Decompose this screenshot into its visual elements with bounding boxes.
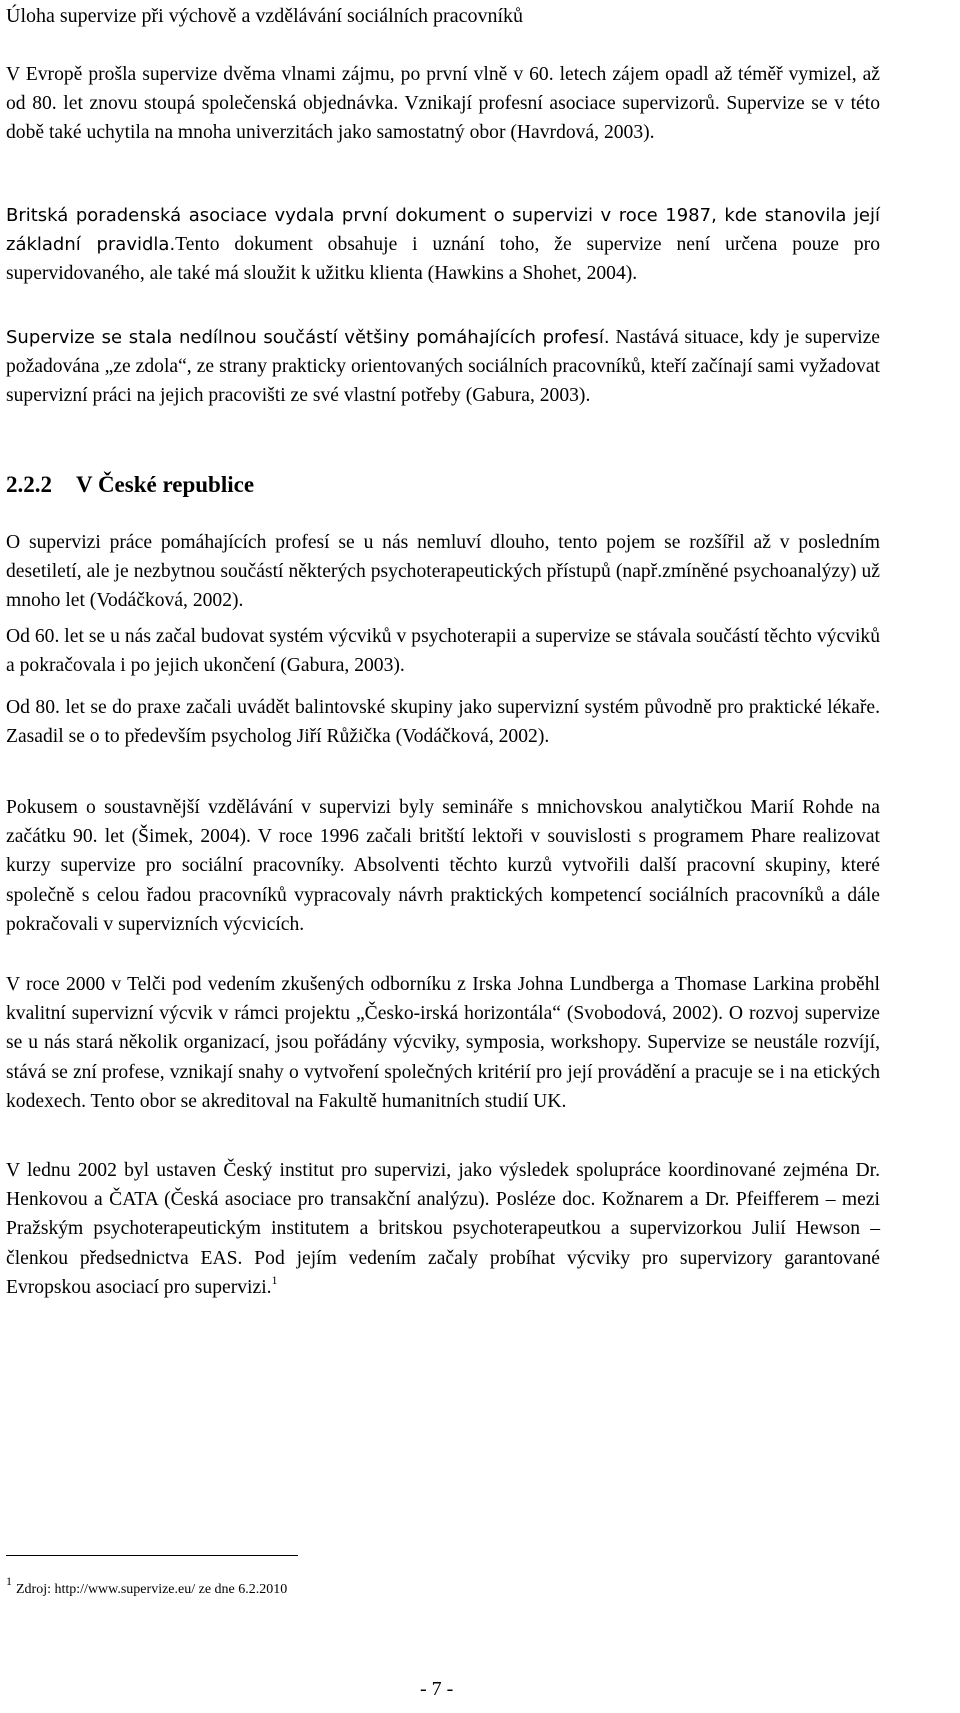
section-number: 2.2.2 (6, 472, 52, 497)
footnote-text: Zdroj: http://www.supervize.eu/ ze dne 6.2.2010 (16, 1582, 288, 1597)
paragraph-helping-professions (6, 323, 880, 411)
paragraph-british-association-part1: Britská poradenská asociace vydala první dokument o supervizi v roce 1987, kde stanovila její základní pravidla. (6, 205, 880, 256)
section-paragraph-2: Od 60. let se u nás začal budovat systém výcviků v psychoterapii a supervize se stávala součástí těchto výcviků a pokračovala i po jejich ukončení (Gabura, 2003). (6, 626, 880, 677)
section-paragraph-6-text: V lednu 2002 byl ustaven Český institut pro supervizi, jako výsledek spolupráce koordinované zejména Dr. Henkovou a ČATA (Česká asociace pro transakční analýzu). Posléze doc. Kožnarem a Dr. Pfeifferem – mezi Pražským psychoterapeutickým institutem a britskou psychoterapeutkou a supervizorkou Julií Hewson – členkou předsednictva EAS. Pod jejím vedením začaly probíhat výcviky pro supervizory garantované Evropskou asociací pro supervizi. (6, 1160, 880, 1298)
footnote (6, 1570, 287, 1601)
paragraph-british-association (6, 201, 880, 289)
paragraph-british-association-part2: Tento dokument obsahuje i uznání toho, že supervize není určena pouze pro supervidovaného, ale také má sloužit k užitku klienta (Hawkins a Shohet, 2004). (6, 234, 880, 285)
footnote-reference[interactable]: 1 (271, 1272, 278, 1287)
paragraph-helping-professions-part2: Nastává situace, kdy je supervize požadována „ze zdola“, ze strany prakticky orientovaných sociálních pracovníků, kteří začínají sami vyžadovat supervizní práci na jejich pracovišti ze své vlastní potřeby (Gabura, 2003). (6, 327, 880, 407)
section-paragraph-6 (6, 1156, 880, 1302)
section-paragraph-1: O supervizi práce pomáhajících profesí se u nás nemluví dlouho, tento pojem se rozšířil až v posledním desetiletí, ale je nezbytnou součástí některých psychoterapeutických přístupů (např.zmíněné psychoanalýzy) už mnoho let (Vodáčková, 2002). (6, 532, 880, 612)
paragraph-europe: V Evropě prošla supervize dvěma vlnami zájmu, po první vlně v 60. letech zájem opadl až téměř vymizel, až od 80. let znovu stoupá společenská objednávka. Vznikají profesní asociace supervizorů. Supervize se v této době také uchytila na mnoha univerzitách jako samostatný obor (Havrdová, 2003). (6, 64, 880, 144)
section-paragraph-5: V roce 2000 v Telči pod vedením zkušených odborníku z Irska Johna Lundberga a Thomase Larkina proběhl kvalitní supervizní výcvik v rámci projektu „Česko-irská horizontála“ (Svobodová, 2002). O rozvoj supervize se u nás stará několik organizací, jsou pořádány výcviky, symposia, workshopy. Supervize se neustále rozvíjí, stává se zní profese, vznikají snahy o vytvoření společných kritérií pro její provádění a pracuje se i na etických kodexech. Tento obor se akreditoval na Fakultě humanitních studií UK. (6, 974, 880, 1112)
paragraph-helping-professions-part1: Supervize se stala nedílnou součástí většiny pomáhajících profesí. (6, 327, 610, 348)
section-heading (6, 470, 254, 500)
footnote-marker: 1 (6, 1574, 12, 1588)
footnote-divider (6, 1555, 298, 1556)
section-paragraph-3: Od 80. let se do praxe začali uvádět balintovské skupiny jako supervizní systém původně pro praktické lékaře. Zasadil se o to především psycholog Jiří Růžička (Vodáčková, 2002). (6, 697, 880, 748)
section-paragraph-4: Pokusem o soustavnější vzdělávání v supervizi byly semináře s mnichovskou analytičkou Marií Rohde na začátku 90. let (Šimek, 2004). V roce 1996 začali britští lektoři v souvislosti s programem Phare realizovat kurzy supervize pro sociální pracovníky. Absolventi těchto kurzů vytvořili další pracovní skupiny, které společně s celou řadou pracovníků vypracovaly návrh praktických kompetencí sociálních pracovníků a dále pokračovali v supervizních výcvicích. (6, 797, 880, 935)
page-title: Úloha supervize při výchově a vzdělávání sociálních pracovníků (6, 5, 524, 27)
section-title: V České republice (76, 472, 255, 497)
page-number: - 7 - (420, 1678, 454, 1700)
